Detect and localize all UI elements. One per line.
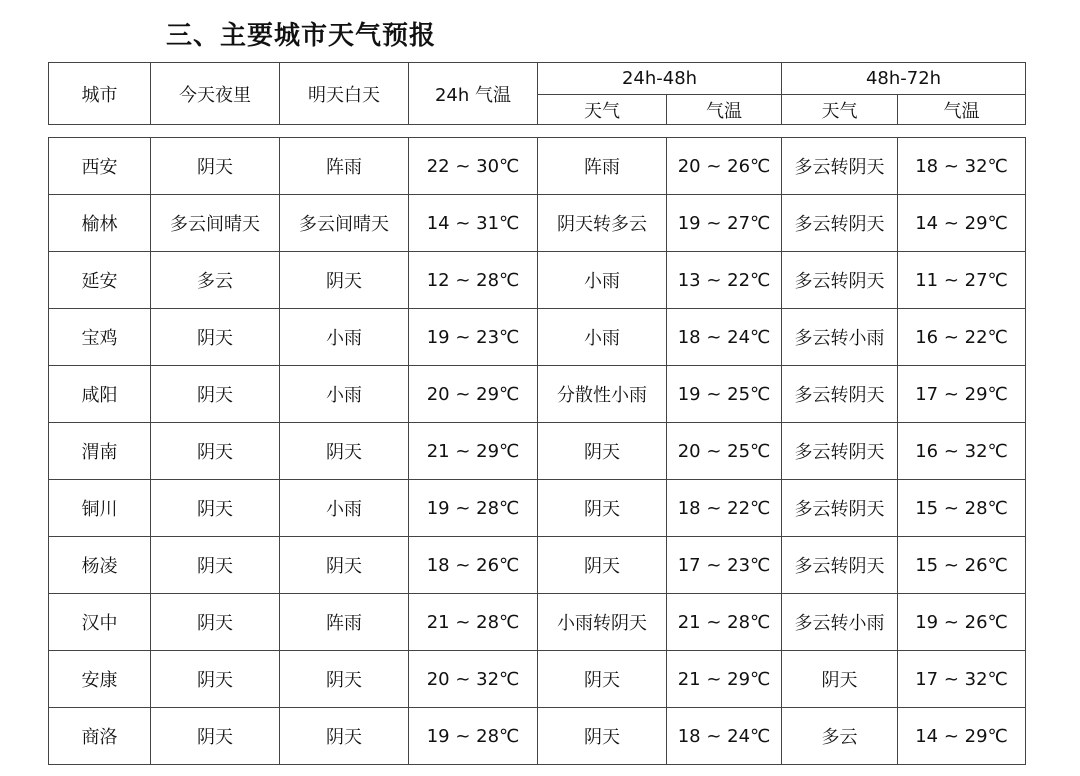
cell-weather-48-72: 多云转阴天	[782, 423, 898, 480]
cell-temp-24-48: 17 ~ 23℃	[667, 537, 782, 594]
cell-temp-24h: 19 ~ 23℃	[409, 309, 538, 366]
cell-weather-24-48: 阴天	[538, 480, 667, 537]
header-temp-24h: 24h 气温	[409, 63, 538, 125]
table-row	[49, 480, 1026, 537]
cell-weather-48-72: 多云转阴天	[782, 195, 898, 252]
cell-temp-24-48: 13 ~ 22℃	[667, 252, 782, 309]
header-tonight: 今天夜里	[151, 63, 280, 125]
cell-weather-24-48: 小雨	[538, 309, 667, 366]
header-range-48-72: 48h-72h	[782, 63, 1026, 95]
table-row	[49, 537, 1026, 594]
table-row	[49, 651, 1026, 708]
forecast-table	[48, 62, 1026, 765]
table-body	[49, 125, 1026, 765]
cell-temp-24-48: 18 ~ 24℃	[667, 309, 782, 366]
cell-temp-24-48: 21 ~ 29℃	[667, 651, 782, 708]
cell-tonight: 多云	[151, 252, 280, 309]
cell-temp-24-48: 21 ~ 28℃	[667, 594, 782, 651]
cell-temp-24h: 14 ~ 31℃	[409, 195, 538, 252]
cell-temp-48-72: 14 ~ 29℃	[898, 708, 1026, 765]
cell-weather-48-72: 多云	[782, 708, 898, 765]
table-row	[49, 594, 1026, 651]
cell-temp-24-48: 20 ~ 26℃	[667, 138, 782, 195]
cell-city: 咸阳	[49, 366, 151, 423]
cell-city: 汉中	[49, 594, 151, 651]
cell-temp-48-72: 14 ~ 29℃	[898, 195, 1026, 252]
cell-weather-24-48: 分散性小雨	[538, 366, 667, 423]
cell-temp-24-48: 18 ~ 24℃	[667, 708, 782, 765]
cell-tonight: 阴天	[151, 594, 280, 651]
cell-tomorrow-day: 阴天	[280, 651, 409, 708]
cell-temp-24-48: 19 ~ 25℃	[667, 366, 782, 423]
cell-tonight: 阴天	[151, 480, 280, 537]
cell-temp-48-72: 16 ~ 32℃	[898, 423, 1026, 480]
cell-temp-48-72: 17 ~ 29℃	[898, 366, 1026, 423]
cell-city: 杨凌	[49, 537, 151, 594]
cell-temp-24h: 21 ~ 29℃	[409, 423, 538, 480]
cell-tomorrow-day: 阵雨	[280, 594, 409, 651]
cell-weather-48-72: 多云转阴天	[782, 252, 898, 309]
cell-city: 安康	[49, 651, 151, 708]
cell-tonight: 阴天	[151, 309, 280, 366]
cell-tomorrow-day: 小雨	[280, 366, 409, 423]
header-weather-24-48: 天气	[538, 95, 667, 125]
cell-tonight: 多云间晴天	[151, 195, 280, 252]
cell-temp-24-48: 20 ~ 25℃	[667, 423, 782, 480]
cell-city: 宝鸡	[49, 309, 151, 366]
header-weather-48-72: 天气	[782, 95, 898, 125]
cell-temp-24h: 18 ~ 26℃	[409, 537, 538, 594]
cell-weather-48-72: 多云转阴天	[782, 138, 898, 195]
cell-city: 榆林	[49, 195, 151, 252]
header-temp-48-72: 气温	[898, 95, 1026, 125]
cell-city: 商洛	[49, 708, 151, 765]
header-range-24-48: 24h-48h	[538, 63, 782, 95]
cell-weather-24-48: 阴天	[538, 537, 667, 594]
cell-city: 渭南	[49, 423, 151, 480]
cell-temp-24h: 22 ~ 30℃	[409, 138, 538, 195]
page-title: 三、主要城市天气预报	[166, 21, 437, 51]
cell-tonight: 阴天	[151, 651, 280, 708]
cell-weather-24-48: 阵雨	[538, 138, 667, 195]
cell-weather-48-72: 多云转阴天	[782, 366, 898, 423]
table-row	[49, 138, 1026, 195]
table-row	[49, 366, 1026, 423]
cell-city: 铜川	[49, 480, 151, 537]
header-gap	[49, 125, 1026, 138]
cell-temp-24h: 12 ~ 28℃	[409, 252, 538, 309]
cell-weather-48-72: 多云转阴天	[782, 537, 898, 594]
cell-temp-24h: 19 ~ 28℃	[409, 708, 538, 765]
cell-tonight: 阴天	[151, 366, 280, 423]
cell-tonight: 阴天	[151, 708, 280, 765]
cell-temp-24h: 20 ~ 32℃	[409, 651, 538, 708]
cell-weather-24-48: 阴天	[538, 423, 667, 480]
table-row	[49, 708, 1026, 765]
cell-temp-24h: 21 ~ 28℃	[409, 594, 538, 651]
cell-tonight: 阴天	[151, 537, 280, 594]
cell-weather-48-72: 多云转小雨	[782, 594, 898, 651]
cell-weather-24-48: 阴天	[538, 651, 667, 708]
cell-temp-48-72: 17 ~ 32℃	[898, 651, 1026, 708]
cell-temp-24-48: 19 ~ 27℃	[667, 195, 782, 252]
cell-tomorrow-day: 小雨	[280, 480, 409, 537]
cell-tomorrow-day: 阴天	[280, 537, 409, 594]
cell-city: 延安	[49, 252, 151, 309]
forecast-table-container	[48, 62, 1025, 765]
cell-weather-24-48: 阴天转多云	[538, 195, 667, 252]
cell-temp-48-72: 11 ~ 27℃	[898, 252, 1026, 309]
cell-city: 西安	[49, 138, 151, 195]
cell-weather-24-48: 阴天	[538, 708, 667, 765]
cell-tomorrow-day: 阵雨	[280, 138, 409, 195]
cell-weather-24-48: 小雨转阴天	[538, 594, 667, 651]
cell-temp-48-72: 19 ~ 26℃	[898, 594, 1026, 651]
cell-weather-48-72: 多云转阴天	[782, 480, 898, 537]
header-tomorrow-day: 明天白天	[280, 63, 409, 125]
cell-weather-48-72: 阴天	[782, 651, 898, 708]
cell-temp-48-72: 15 ~ 28℃	[898, 480, 1026, 537]
cell-tonight: 阴天	[151, 138, 280, 195]
cell-weather-24-48: 小雨	[538, 252, 667, 309]
header-city: 城市	[49, 63, 151, 125]
table-row	[49, 423, 1026, 480]
cell-tomorrow-day: 阴天	[280, 252, 409, 309]
cell-temp-24-48: 18 ~ 22℃	[667, 480, 782, 537]
cell-temp-24h: 19 ~ 28℃	[409, 480, 538, 537]
cell-temp-24h: 20 ~ 29℃	[409, 366, 538, 423]
cell-tonight: 阴天	[151, 423, 280, 480]
table-row	[49, 195, 1026, 252]
cell-weather-48-72: 多云转小雨	[782, 309, 898, 366]
cell-temp-48-72: 18 ~ 32℃	[898, 138, 1026, 195]
cell-tomorrow-day: 多云间晴天	[280, 195, 409, 252]
cell-tomorrow-day: 阴天	[280, 423, 409, 480]
table-header	[49, 63, 1026, 125]
header-temp-24-48: 气温	[667, 95, 782, 125]
table-row	[49, 252, 1026, 309]
cell-temp-48-72: 15 ~ 26℃	[898, 537, 1026, 594]
cell-tomorrow-day: 阴天	[280, 708, 409, 765]
cell-temp-48-72: 16 ~ 22℃	[898, 309, 1026, 366]
cell-tomorrow-day: 小雨	[280, 309, 409, 366]
table-row	[49, 309, 1026, 366]
